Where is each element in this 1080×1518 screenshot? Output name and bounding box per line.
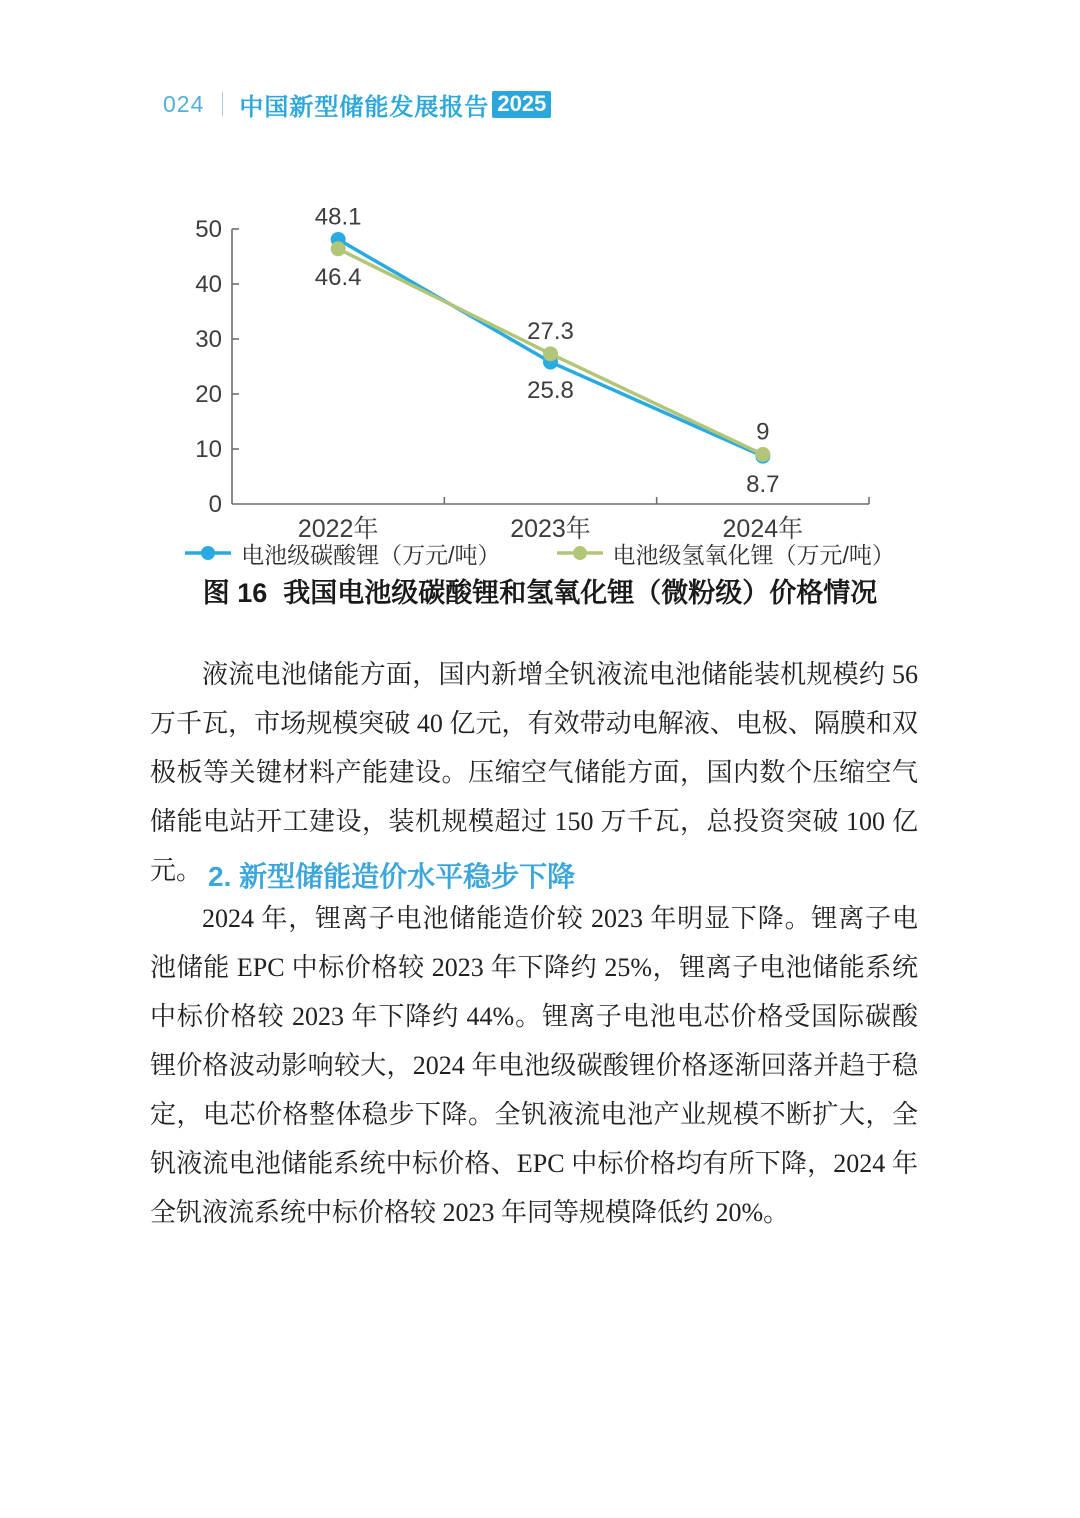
legend-marker-icon: [557, 545, 603, 561]
svg-text:30: 30: [195, 326, 222, 353]
svg-text:8.7: 8.7: [746, 471, 780, 499]
svg-text:9: 9: [756, 418, 770, 446]
legend-marker-icon: [185, 545, 231, 561]
report-year-badge: 2025: [492, 91, 551, 118]
svg-text:40: 40: [195, 271, 222, 298]
legend-item: [185, 537, 500, 570]
svg-text:46.4: 46.4: [314, 263, 362, 291]
page-header: [163, 90, 551, 121]
svg-text:20: 20: [195, 381, 222, 408]
svg-text:10: 10: [195, 436, 222, 463]
price-chart: [140, 188, 900, 550]
header-divider: [222, 92, 223, 116]
page-number: 024: [163, 90, 205, 117]
svg-text:25.8: 25.8: [527, 377, 574, 405]
svg-text:0: 0: [208, 491, 222, 518]
svg-text:50: 50: [195, 216, 222, 243]
svg-text:2024年: 2024年: [722, 515, 804, 543]
subheading-cost-decline: 2. 新型储能造价水平稳步下降: [208, 861, 576, 892]
svg-text:2022年: 2022年: [297, 515, 379, 543]
report-title: 中国新型储能发展报告: [239, 93, 490, 121]
figure-caption: [0, 571, 1080, 610]
chart-legend: [0, 538, 1080, 568]
legend-label: 电池级碳酸锂（万元/吨）: [241, 541, 501, 568]
legend-label: 电池级氢氧化锂（万元/吨）: [612, 541, 895, 568]
legend-item: [557, 537, 895, 570]
svg-text:48.1: 48.1: [314, 203, 362, 231]
svg-text:27.3: 27.3: [527, 317, 574, 345]
caption-prefix: 图 16: [202, 578, 268, 608]
caption-text: 我国电池级碳酸锂和氢氧化锂（微粉级）价格情况: [283, 578, 878, 608]
svg-text:2023年: 2023年: [510, 515, 591, 543]
paragraph-cost-decline: 2024 年，锂离子电池储能造价较 2023 年明显下降。锂离子电池储能 EPC 中标价格较 2023 年下降约 25%，锂离子电池储能系统中标价格较 2023 年下降约 44%。锂离子电池电芯价格受国际碳酸锂价格波动影响较大，2024 年电池级碳酸锂价格逐渐回落并趋于稳定，电芯价格整体稳步下降。全钒液流电池产业规模不断扩大，全钒液流电池储能系统中标价格、EPC 中标价格均有所下降，2024 年全钒液流系统中标价格较 2023 年同等规模降低约 20%。: [150, 904, 918, 1227]
paragraph-flow-battery: 液流电池储能方面，国内新增全钒液流电池储能装机规模约 56 万千瓦，市场规模突破 40 亿元，有效带动电解液、电极、隔膜和双极板等关键材料产能建设。压缩空气储能方面，国内数个压缩空气储能电站开工建设，装机规模超过 150 万千瓦，总投资突破 100 亿元。: [150, 660, 918, 885]
